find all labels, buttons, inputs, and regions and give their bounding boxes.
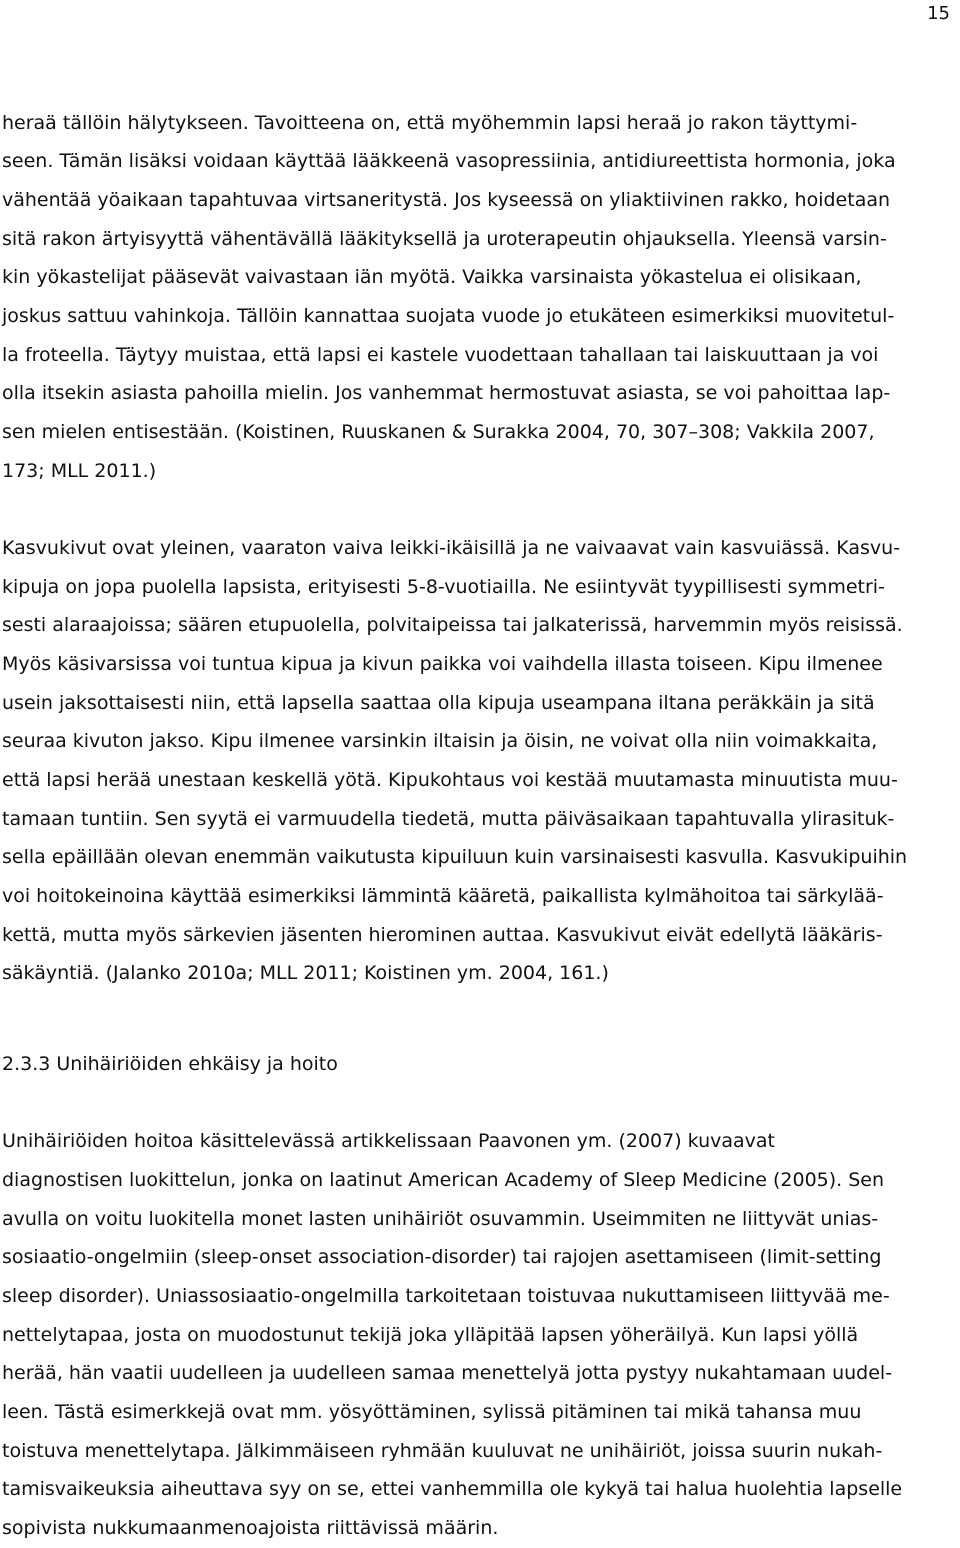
text-line: herää, hän vaatii uudelleen ja uudelleen samaa menettelyä jotta pystyy nukahtamaan uudel- bbox=[2, 1362, 893, 1384]
text-line: usein jaksottaisesti niin, että lapsella saattaa olla kipuja useampana iltana peräkkäin ja sitä bbox=[2, 692, 875, 714]
text-line: sopivista nukkumaanmenoajoista riittävissä määrin. bbox=[2, 1517, 499, 1539]
text-line: sen mielen entisestään. (Koistinen, Ruuskanen & Surakka 2004, 70, 307–308; Vakkila 2007, bbox=[2, 421, 875, 443]
text-line: voi hoitokeinoina käyttää esimerkiksi lämmintä kääretä, paikallista kylmähoitoa tai särkylää- bbox=[2, 885, 884, 907]
text-line: seuraa kivuton jakso. Kipu ilmenee varsinkin iltaisin ja öisin, ne voivat olla niin voimakkaita, bbox=[2, 730, 878, 752]
text-line: avulla on voitu luokitella monet lasten unihäiriöt osuvammin. Useimmiten ne liittyvät unias- bbox=[2, 1208, 879, 1230]
text-line: seen. Tämän lisäksi voidaan käyttää lääkkeenä vasopressiinia, antidiureettista hormonia, joka bbox=[2, 150, 896, 172]
text-line: olla itsekin asiasta pahoilla mielin. Jos vanhemmat hermostuvat asiasta, se voi pahoittaa lap- bbox=[2, 382, 891, 404]
text-line: kipuja on jopa puolella lapsista, erityisesti 5-8-vuotiailla. Ne esiintyvät tyypillisesti symmetri- bbox=[2, 576, 885, 598]
text-line: sosiaatio-ongelmiin (sleep-onset association-disorder) tai rajojen asettamiseen (limit-setting bbox=[2, 1246, 882, 1268]
text-line: sella epäillään olevan enemmän vaikutusta kipuiluun kuin varsinaisesti kasvulla. Kasvukipuihin bbox=[2, 846, 908, 868]
text-line: tamaan tuntiin. Sen syytä ei varmuudella tiedetä, mutta päiväsaikaan tapahtuvalla ylirasituk- bbox=[2, 808, 895, 830]
section-heading: 2.3.3 Unihäiriöiden ehkäisy ja hoito bbox=[2, 1053, 338, 1075]
text-line: joskus sattuu vahinkoja. Tällöin kannattaa suojata vuode jo etukäteen esimerkiksi muovitetul- bbox=[2, 305, 895, 327]
text-line: kin yökastelijat pääsevät vaivastaan iän myötä. Vaikka varsinaista yökastelua ei olisikaan, bbox=[2, 266, 862, 288]
text-line: että lapsi herää unestaan keskellä yötä. Kipukohtaus voi kestää muutamasta minuutista muu- bbox=[2, 769, 898, 791]
text-line: säkäyntiä. (Jalanko 2010a; MLL 2011; Koistinen ym. 2004, 161.) bbox=[2, 962, 609, 984]
text-line: sleep disorder). Uniassosiaatio-ongelmilla tarkoitetaan toistuvaa nukuttamiseen liittyvää me- bbox=[2, 1285, 890, 1307]
text-line: Myös käsivarsissa voi tuntua kipua ja kivun paikka voi vaihdella illasta toiseen. Kipu ilmenee bbox=[2, 653, 883, 675]
text-line: sesti alaraajoissa; säären etupuolella, polvitaipeissa tai jalkaterissä, harvemmin myös reisissä. bbox=[2, 614, 903, 636]
text-line: tamisvaikeuksia aiheuttava syy on se, ettei vanhemmilla ole kykyä tai halua huolehtia lapselle bbox=[2, 1478, 903, 1500]
text-line: vähentää yöaikaan tapahtuvaa virtsaneritystä. Jos kyseessä on yliaktiivinen rakko, hoidetaan bbox=[2, 189, 891, 211]
text-line: nettelytapaa, josta on muodostunut tekijä joka ylläpitää lapsen yöheräilyä. Kun lapsi yöllä bbox=[2, 1324, 859, 1346]
text-line: la froteella. Täytyy muistaa, että lapsi ei kastele vuodettaan tahallaan tai laiskuuttaan ja voi bbox=[2, 344, 879, 366]
text-line: heraä tällöin hälytykseen. Tavoitteena on, että myöhemmin lapsi heraä jo rakon täyttymi- bbox=[2, 112, 858, 134]
text-line: Kasvukivut ovat yleinen, vaaraton vaiva leikki-ikäisillä ja ne vaivaavat vain kasvuiässä. Kasvu- bbox=[2, 537, 901, 559]
text-line: kettä, mutta myös särkevien jäsenten hierominen auttaa. Kasvukivut eivät edellytä lääkäris- bbox=[2, 924, 883, 946]
text-line: Unihäiriöiden hoitoa käsittelevässä artikkelissaan Paavonen ym. (2007) kuvaavat bbox=[2, 1130, 776, 1152]
text-line: sitä rakon ärtyisyyttä vähentävällä lääkityksellä ja uroterapeutin ohjauksella. Yleensä varsin- bbox=[2, 228, 887, 250]
text-line: 173; MLL 2011.) bbox=[2, 460, 157, 482]
text-line: toistuva menettelytapa. Jälkimmäiseen ryhmään kuuluvat ne unihäiriöt, joissa suurin nukah- bbox=[2, 1440, 883, 1462]
page-number: 15 bbox=[927, 3, 950, 24]
text-line: leen. Tästä esimerkkejä ovat mm. yösyöttäminen, sylissä pitäminen tai mikä tahansa muu bbox=[2, 1401, 862, 1423]
text-line: diagnostisen luokittelun, jonka on laatinut American Academy of Sleep Medicine (2005). Sen bbox=[2, 1169, 885, 1191]
